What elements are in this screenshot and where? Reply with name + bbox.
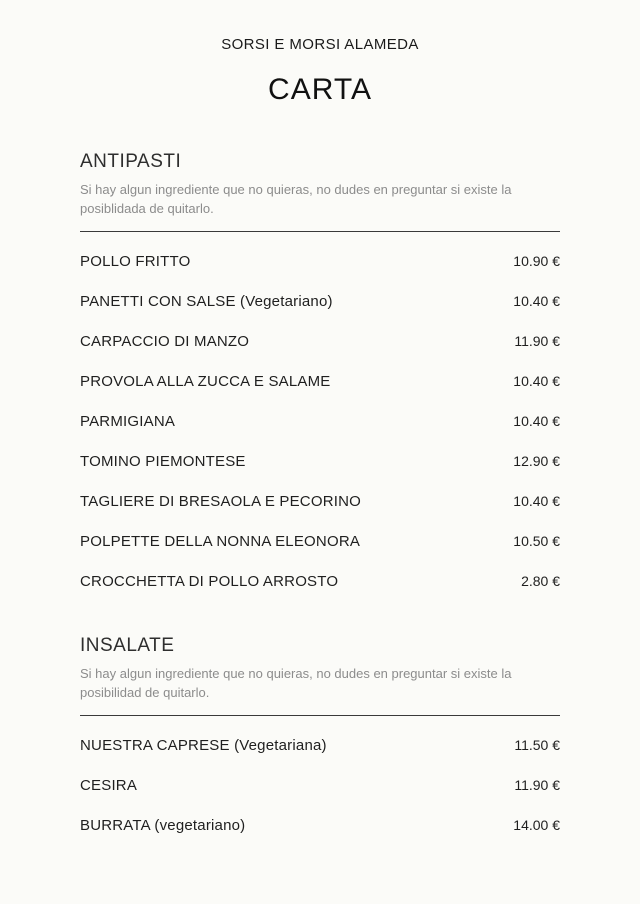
menu-item-row [80,765,560,805]
section-items [80,232,560,601]
menu-item-name: CARPACCIO DI MANZO [80,332,250,350]
menu-item-price: 12.90 € [513,453,560,469]
section-title: INSALATE [80,635,175,656]
menu-item-row [80,441,560,481]
menu-item-name: PROVOLA ALLA ZUCCA E SALAME [80,372,331,390]
menu-item-name: CROCCHETTA DI POLLO ARROSTO [80,572,339,590]
menu-item-price: 10.90 € [513,253,560,269]
menu-item-name: CESIRA [80,776,138,794]
restaurant-name: SORSI E MORSI ALAMEDA [221,36,419,53]
menu-item-name: TOMINO PIEMONTESE [80,452,246,470]
menu-item-name: TAGLIERE DI BRESAOLA E PECORINO [80,492,361,510]
section-items [80,716,560,845]
menu-item-row [80,401,560,441]
menu-item-row [80,805,560,845]
menu-item-price: 10.40 € [513,293,560,309]
menu-item-price: 11.50 € [514,737,560,753]
menu-item-name: NUESTRA CAPRESE (Vegetariana) [80,736,327,754]
menu-item-row [80,521,560,561]
menu-item-price: 10.40 € [513,413,560,429]
menu-item-price: 10.50 € [513,533,560,549]
menu-item-row [80,241,560,281]
menu-section [80,635,560,845]
menu-item-price: 10.40 € [513,493,560,509]
menu-item-row [80,481,560,521]
menu-item-name: PARMIGIANA [80,412,176,430]
section-note: Si hay algun ingrediente que no quieras, no dudes en preguntar si existe la posibilidad de quitarlo. [80,666,512,700]
menu-item-price: 14.00 € [513,817,560,833]
menu-item-price: 11.90 € [514,777,560,793]
menu-item-row [80,725,560,765]
menu-item-price: 11.90 € [514,333,560,349]
menu-item-price: 10.40 € [513,373,560,389]
page-title: CARTA [268,73,372,106]
menu-item-row [80,321,560,361]
section-title: ANTIPASTI [80,151,182,172]
menu-sections [80,151,560,845]
menu-item-name: PANETTI CON SALSE (Vegetariano) [80,292,333,310]
menu-item-row [80,561,560,601]
menu-section [80,151,560,601]
menu-item-name: POLLO FRITTO [80,252,191,270]
menu-item-price: 2.80 € [521,573,560,589]
section-note: Si hay algun ingrediente que no quieras, no dudes en preguntar si existe la posiblidada de quitarlo. [80,182,512,216]
menu-item-name: POLPETTE DELLA NONNA ELEONORA [80,532,361,550]
menu-item-name: BURRATA (vegetariano) [80,816,246,834]
menu-item-row [80,361,560,401]
menu-item-row [80,281,560,321]
